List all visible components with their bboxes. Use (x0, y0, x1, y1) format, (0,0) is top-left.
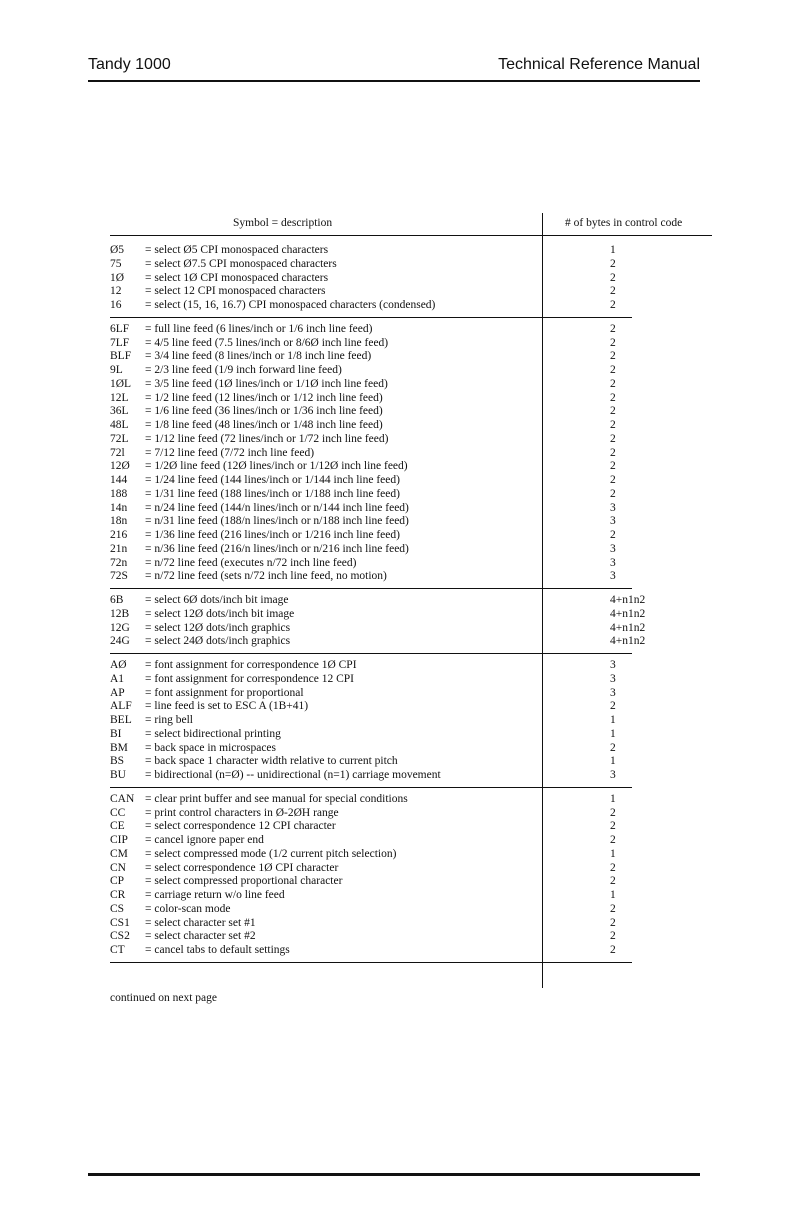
row-symbol: BM (110, 741, 128, 754)
row-symbol: CP (110, 875, 125, 888)
row-bytes: 1 (610, 714, 616, 726)
row-bytes: 4+n1n2 (610, 635, 646, 648)
row-description: = font assignment for correspondence 12 CPI (145, 672, 354, 685)
row-description: = select Ø7.5 CPI monospaced characters (145, 257, 337, 270)
row-bytes: 2 (610, 322, 616, 335)
row-bytes: 2 (610, 916, 616, 929)
row-symbol: CS (110, 902, 125, 915)
row-symbol: BS (110, 755, 125, 768)
table-row (110, 594, 646, 608)
row-description: = bidirectional (n=Ø) -- unidirectional (n=1) carriage movement (145, 769, 441, 781)
row-symbol: 75 (110, 257, 122, 270)
row-symbol: CT (110, 944, 125, 956)
table-group (110, 788, 632, 963)
row-bytes: 2 (610, 861, 616, 874)
row-bytes: 2 (610, 875, 616, 888)
header-right: Technical Reference Manual (498, 56, 700, 73)
table-row (110, 392, 632, 406)
table-row (110, 742, 632, 756)
row-description: = cancel tabs to default settings (145, 944, 290, 956)
row-description: = full line feed (6 lines/inch or 1/6 inch line feed) (145, 322, 373, 335)
table-row (110, 378, 632, 392)
header-rule (88, 80, 700, 82)
table-row (110, 834, 632, 848)
row-symbol: AP (110, 686, 125, 699)
row-symbol: 12Ø (110, 460, 130, 473)
row-symbol: CAN (110, 792, 135, 805)
footer-rule (88, 1173, 700, 1176)
row-description: = n/36 line feed (216/n lines/inch or n/216 inch line feed) (145, 542, 409, 555)
row-bytes: 4+n1n2 (610, 607, 646, 620)
row-description: = select 12Ø dots/inch bit image (145, 607, 295, 620)
row-description: = n/72 line feed (sets n/72 inch line feed, no motion) (145, 570, 387, 583)
row-bytes: 3 (610, 769, 616, 781)
table-row (110, 875, 632, 889)
row-bytes: 2 (610, 700, 616, 713)
row-bytes: 2 (610, 834, 616, 846)
row-description: = select Ø5 CPI monospaced characters (145, 244, 329, 256)
row-bytes: 1 (610, 889, 616, 901)
row-bytes: 2 (610, 336, 616, 349)
row-bytes: 3 (610, 501, 616, 514)
row-bytes: 2 (610, 257, 616, 270)
row-symbol: 144 (110, 474, 128, 486)
table-row (110, 350, 632, 364)
row-symbol: 216 (110, 529, 128, 541)
table-row (110, 502, 632, 516)
row-symbol: 24G (110, 635, 130, 648)
row-symbol: 72n (110, 556, 128, 569)
table-row (110, 917, 632, 931)
row-description: = n/31 line feed (188/n lines/inch or n/188 inch line feed) (145, 515, 409, 528)
row-bytes: 2 (610, 271, 616, 284)
row-symbol: 14n (110, 501, 128, 514)
row-symbol: CC (110, 806, 126, 819)
table-row (110, 529, 632, 543)
row-bytes: 3 (610, 556, 616, 569)
table-group (110, 654, 632, 788)
table-row (110, 714, 632, 728)
row-symbol: 12B (110, 607, 130, 620)
table-row (110, 433, 632, 447)
row-description: = select 12 CPI monospaced characters (145, 285, 326, 298)
table-row (110, 728, 632, 742)
row-symbol: 188 (110, 487, 128, 500)
row-bytes: 2 (610, 806, 616, 819)
table-row (110, 930, 632, 944)
row-description: = select character set #2 (145, 930, 256, 943)
row-description: = back space in microspaces (145, 741, 277, 754)
header-left: Tandy 1000 (88, 56, 171, 73)
row-symbol: A1 (110, 672, 125, 685)
row-bytes: 2 (610, 391, 616, 404)
row-bytes: 2 (610, 460, 616, 473)
row-symbol: CS2 (110, 930, 130, 943)
row-symbol: 6LF (110, 322, 130, 335)
row-symbol: 36L (110, 405, 129, 418)
page-header (88, 56, 700, 80)
row-bytes: 3 (610, 515, 616, 528)
row-description: = 1/12 line feed (72 lines/inch or 1/72 inch line feed) (145, 432, 389, 445)
row-description: = 1/36 line feed (216 lines/inch or 1/216 inch line feed) (145, 529, 400, 541)
row-description: = n/24 line feed (144/n lines/inch or n/144 inch line feed) (145, 501, 409, 514)
row-symbol: BU (110, 769, 126, 781)
row-bytes: 2 (610, 377, 616, 390)
row-bytes: 2 (610, 741, 616, 754)
table-row (110, 944, 632, 958)
row-symbol: 12L (110, 391, 129, 404)
row-bytes: 2 (610, 529, 616, 541)
row-symbol: 21n (110, 542, 128, 555)
row-description: = 1/2Ø line feed (12Ø lines/inch or 1/12Ø inch line feed) (145, 460, 408, 473)
row-description: = line feed is set to ESC A (1B+41) (145, 700, 309, 713)
row-description: = 3/5 line feed (1Ø lines/inch or 1/1Ø inch line feed) (145, 377, 388, 390)
row-description: = print control characters in Ø-2ØH range (145, 806, 339, 819)
row-bytes: 2 (610, 474, 616, 486)
table-group (110, 236, 632, 318)
row-bytes: 1 (610, 244, 616, 256)
row-symbol: 9L (110, 364, 123, 376)
row-symbol: CS1 (110, 916, 130, 929)
row-description: = select 12Ø dots/inch graphics (145, 621, 291, 634)
row-symbol: AØ (110, 659, 127, 671)
row-bytes: 2 (610, 432, 616, 445)
table-row (110, 755, 632, 769)
row-symbol: 72L (110, 432, 129, 445)
table-row (110, 635, 646, 649)
row-description: = select compressed proportional character (145, 875, 343, 888)
row-symbol: ALF (110, 700, 132, 713)
row-symbol: 1Ø (110, 271, 125, 284)
table-row (110, 515, 632, 529)
row-symbol: 16 (110, 299, 122, 311)
row-description: = carriage return w/o line feed (145, 889, 285, 901)
table-row (110, 673, 632, 687)
table-row (110, 419, 632, 433)
row-description: = color-scan mode (145, 902, 231, 915)
row-symbol: 48L (110, 419, 129, 431)
table-row (110, 244, 632, 258)
table-row (110, 687, 632, 701)
row-bytes: 3 (610, 672, 616, 685)
row-description: = 7/12 line feed (7/72 inch line feed) (145, 446, 315, 459)
table-group (110, 589, 646, 654)
table-row (110, 447, 632, 461)
table-group (110, 318, 632, 589)
table-row (110, 405, 632, 419)
row-bytes: 3 (610, 659, 616, 671)
row-description: = select 6Ø dots/inch bit image (145, 594, 289, 606)
table-row (110, 889, 632, 903)
table-row (110, 460, 632, 474)
row-symbol: BEL (110, 714, 132, 726)
row-description: = 1/8 line feed (48 lines/inch or 1/48 inch line feed) (145, 419, 383, 431)
table-row (110, 285, 632, 299)
table-row (110, 793, 632, 807)
row-bytes: 1 (610, 847, 616, 860)
column-header-bytes: # of bytes in control code (565, 217, 683, 229)
table-row (110, 621, 646, 636)
table-row (110, 807, 632, 821)
row-symbol: BI (110, 727, 122, 740)
table-row (110, 258, 632, 272)
row-symbol: 72S (110, 570, 128, 583)
table-row (110, 903, 632, 917)
row-bytes: 2 (610, 930, 616, 943)
row-symbol: CE (110, 820, 125, 833)
row-symbol: 72l (110, 446, 125, 459)
row-description: = ring bell (145, 714, 194, 726)
row-bytes: 2 (610, 944, 616, 956)
row-symbol: 12 (110, 285, 122, 298)
table-body (110, 236, 712, 963)
table-row (110, 862, 632, 876)
row-bytes: 3 (610, 686, 616, 699)
row-description: = back space 1 character width relative to current pitch (145, 755, 398, 768)
row-bytes: 4+n1n2 (610, 594, 646, 606)
row-description: = 1/31 line feed (188 lines/inch or 1/188 inch line feed) (145, 487, 400, 500)
row-description: = 3/4 line feed (8 lines/inch or 1/8 inch line feed) (145, 350, 372, 363)
table-row (110, 557, 632, 571)
table-row (110, 659, 632, 673)
table-row (110, 848, 632, 862)
row-description: = 1/6 line feed (36 lines/inch or 1/36 inch line feed) (145, 405, 383, 418)
continued-note: continued on next page (110, 992, 217, 1004)
table-row (110, 543, 632, 557)
row-bytes: 2 (610, 487, 616, 500)
table-row (110, 700, 632, 714)
row-bytes: 2 (610, 405, 616, 418)
row-bytes: 3 (610, 570, 616, 583)
row-description: = 2/3 line feed (1/9 inch forward line feed) (145, 364, 342, 376)
table-row (110, 337, 632, 351)
row-symbol: CIP (110, 834, 128, 846)
table-header (110, 213, 712, 236)
row-bytes: 1 (610, 792, 616, 805)
row-description: = 4/5 line feed (7.5 lines/inch or 8/6Ø inch line feed) (145, 336, 389, 349)
row-description: = font assignment for correspondence 1Ø CPI (145, 659, 357, 671)
row-bytes: 3 (610, 542, 616, 555)
row-bytes: 2 (610, 446, 616, 459)
column-header-symbol: Symbol = description (233, 217, 333, 229)
row-description: = select 24Ø dots/inch graphics (145, 635, 291, 648)
table-row (110, 323, 632, 337)
row-symbol: 1ØL (110, 377, 132, 390)
table-row (110, 769, 632, 783)
row-description: = n/72 line feed (executes n/72 inch line feed) (145, 556, 357, 569)
row-description: = select bidirectional printing (145, 727, 281, 740)
row-symbol: 6B (110, 594, 124, 606)
control-code-table (110, 213, 712, 963)
row-description: = 1/24 line feed (144 lines/inch or 1/144 inch line feed) (145, 474, 400, 486)
row-bytes: 2 (610, 364, 616, 376)
table-row (110, 488, 632, 502)
table-row (110, 607, 646, 622)
row-description: = cancel ignore paper end (145, 834, 264, 846)
row-symbol: CN (110, 861, 126, 874)
row-description: = select compressed mode (1/2 current pitch selection) (145, 847, 397, 860)
table-row (110, 364, 632, 378)
row-description: = select (15, 16, 16.7) CPI monospaced characters (condensed) (145, 299, 436, 311)
row-bytes: 1 (610, 727, 616, 740)
table-row (110, 474, 632, 488)
row-symbol: BLF (110, 350, 132, 363)
row-symbol: CR (110, 889, 126, 901)
row-symbol: Ø5 (110, 244, 125, 256)
row-symbol: CM (110, 847, 128, 860)
row-symbol: 18n (110, 515, 128, 528)
table-row (110, 570, 632, 584)
row-bytes: 2 (610, 419, 616, 431)
table-row (110, 299, 632, 313)
row-description: = select character set #1 (145, 916, 256, 929)
row-symbol: 12G (110, 621, 130, 634)
row-description: = font assignment for proportional (145, 686, 304, 699)
row-bytes: 2 (610, 820, 616, 833)
row-bytes: 4+n1n2 (610, 621, 646, 634)
row-bytes: 2 (610, 285, 616, 298)
row-bytes: 2 (610, 350, 616, 363)
row-bytes: 1 (610, 755, 616, 768)
table-row (110, 820, 632, 834)
row-description: = select correspondence 1Ø CPI character (145, 861, 339, 874)
row-description: = 1/2 line feed (12 lines/inch or 1/12 inch line feed) (145, 391, 383, 404)
row-symbol: 7LF (110, 336, 130, 349)
row-description: = select correspondence 12 CPI character (145, 820, 336, 833)
row-bytes: 2 (610, 299, 616, 311)
row-bytes: 2 (610, 902, 616, 915)
row-description: = select 1Ø CPI monospaced characters (145, 271, 329, 284)
table-row (110, 272, 632, 286)
row-description: = clear print buffer and see manual for special conditions (145, 792, 408, 805)
